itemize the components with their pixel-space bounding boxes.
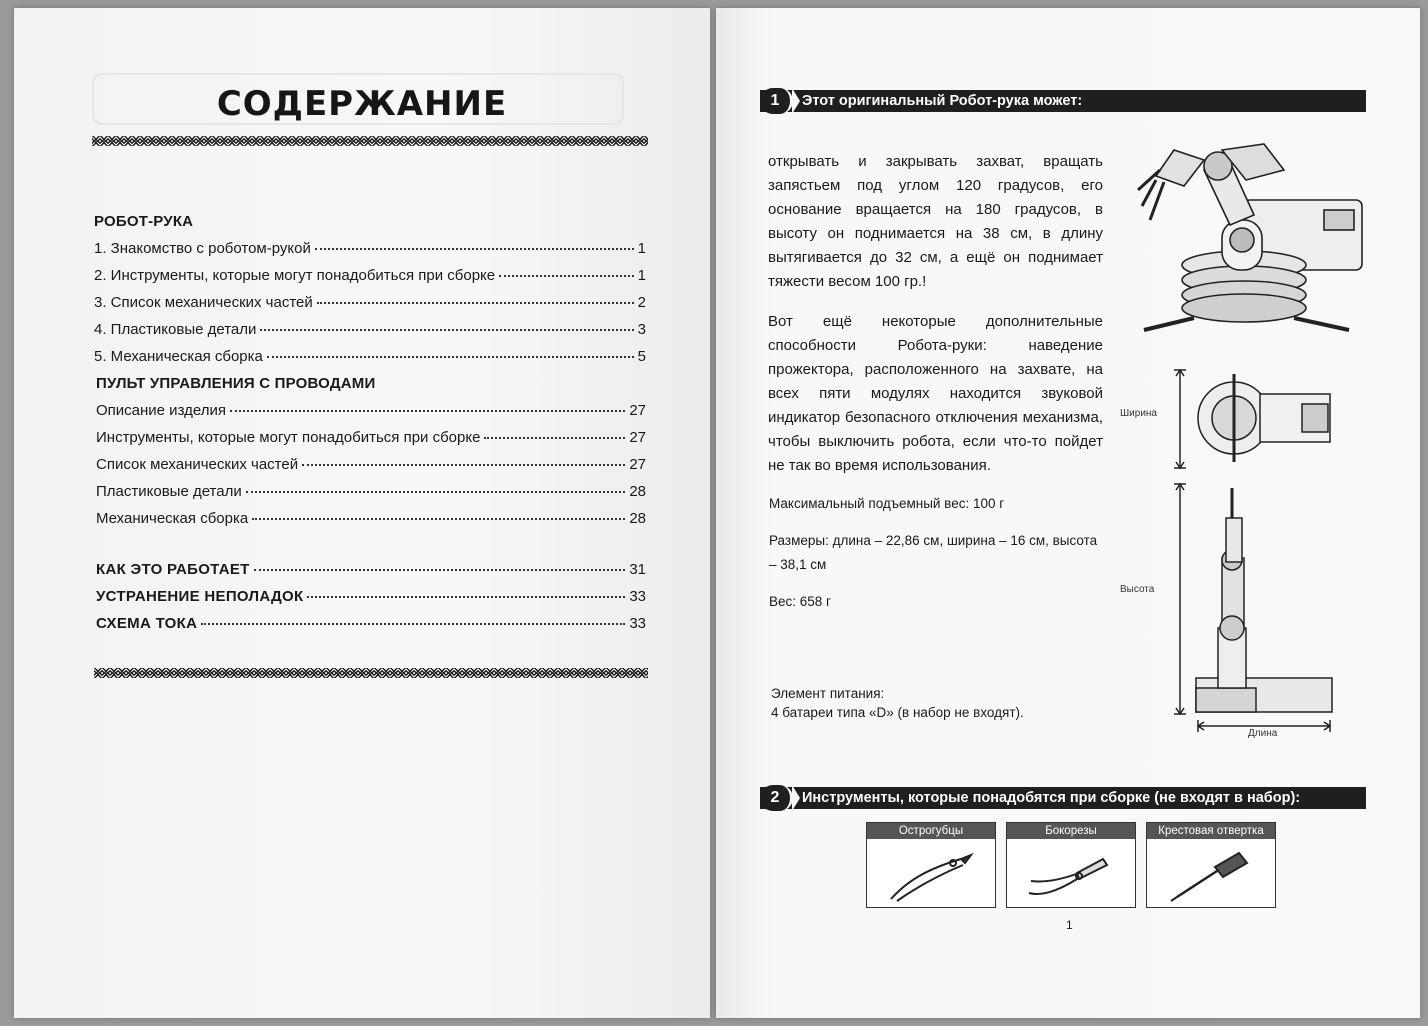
tool-caption: Крестовая отвертка [1147, 823, 1275, 839]
power-label: Элемент питания: [771, 686, 885, 701]
toc-item[interactable]: 1. Знакомство с роботом-рукой 1 [94, 240, 646, 257]
toc-section-extra [96, 556, 646, 637]
section-title: Этот оригинальный Робот-рука может: [802, 93, 1083, 109]
robot-arm-illustration [1134, 130, 1374, 340]
toc-item[interactable]: 4. Пластиковые детали 3 [94, 321, 646, 338]
toc-item[interactable]: Механическая сборка 28 [96, 510, 646, 527]
tools-row [866, 822, 1276, 908]
capabilities-paragraph: открывать и закрывать захват, вращать запястьем под углом 120 градусов, его основание вращается на 180 градусов, в высоту он поднимается на 38 см, в длину вытягивается до 32 см, а ещё он поднимает тяжести весом 100 гр.! [768, 153, 1103, 290]
dim-length-label: Длина [1248, 728, 1278, 739]
section-title: Инструменты, которые понадобятся при сборке (не входят в набор): [802, 790, 1301, 806]
toc-item[interactable]: СХЕМА ТОКА 33 [96, 615, 646, 632]
tool-phillips-screwdriver [1146, 822, 1276, 908]
toc-section-remote [96, 370, 646, 532]
toc-item[interactable]: Список механических частей 27 [96, 456, 646, 473]
toc-item[interactable]: 5. Механическая сборка 5 [94, 348, 646, 365]
pliers-icon [867, 841, 995, 907]
section-number: 2 [760, 785, 793, 811]
max-weight-text: Максимальный подъемный вес: 100 г [769, 496, 1005, 511]
toc-item[interactable]: Пластиковые детали 28 [96, 483, 646, 500]
screwdriver-icon [1147, 841, 1275, 907]
right-page [716, 8, 1420, 1018]
toc-item[interactable]: Инструменты, которые могут понадобиться при сборке 27 [96, 429, 646, 446]
dim-width-label: Ширина [1120, 408, 1157, 419]
left-page [14, 8, 710, 1018]
toc-item[interactable]: 3. Список механических частей 2 [94, 294, 646, 311]
diamond-divider-top [92, 136, 648, 146]
dimensions-text: Размеры: длина – 22,86 см, ширина – 16 см, высота – 38,1 см [769, 533, 1098, 572]
tool-side-cutters [1006, 822, 1136, 908]
weight-text: Вес: 658 г [769, 594, 831, 609]
toc-section-robot-arm [94, 208, 646, 370]
tool-caption: Острогубцы [867, 823, 995, 839]
toc-title: СОДЕРЖАНИЕ [216, 84, 508, 124]
section-number: 1 [760, 88, 793, 114]
side-view-illustration [1162, 478, 1372, 748]
diamond-divider-bottom [94, 668, 648, 678]
toc-item[interactable]: Описание изделия 27 [96, 402, 646, 419]
dim-height-label: Высота [1120, 584, 1155, 595]
toc-item[interactable]: УСТРАНЕНИЕ НЕПОЛАДОК 33 [96, 588, 646, 605]
top-view-illustration [1162, 364, 1362, 474]
tool-caption: Бокорезы [1007, 823, 1135, 839]
toc-heading: ПУЛЬТ УПРАВЛЕНИЯ С ПРОВОДАМИ [96, 375, 376, 392]
toc-heading: РОБОТ-РУКА [94, 213, 194, 230]
section-2-header [760, 787, 1366, 809]
toc-item[interactable]: 2. Инструменты, которые могут понадобиться при сборке 1 [94, 267, 646, 284]
section-1-header [760, 90, 1366, 112]
side-cutters-icon [1007, 841, 1135, 907]
toc-item[interactable]: КАК ЭТО РАБОТАЕТ 31 [96, 561, 646, 578]
page-number: 1 [1066, 918, 1073, 932]
features-paragraph: Вот ещё некоторые дополнительные способности Робота-руки: наведение прожектора, расположенного на захвате, на всех пяти модулях находится звуковой индикатор безопасного отключения механизма, чтобы выключить робота, если что-то пойдет не так во время использования. [768, 313, 1103, 474]
power-value: 4 батареи типа «D» (в набор не входят). [771, 705, 1024, 720]
tool-needle-nose-pliers [866, 822, 996, 908]
